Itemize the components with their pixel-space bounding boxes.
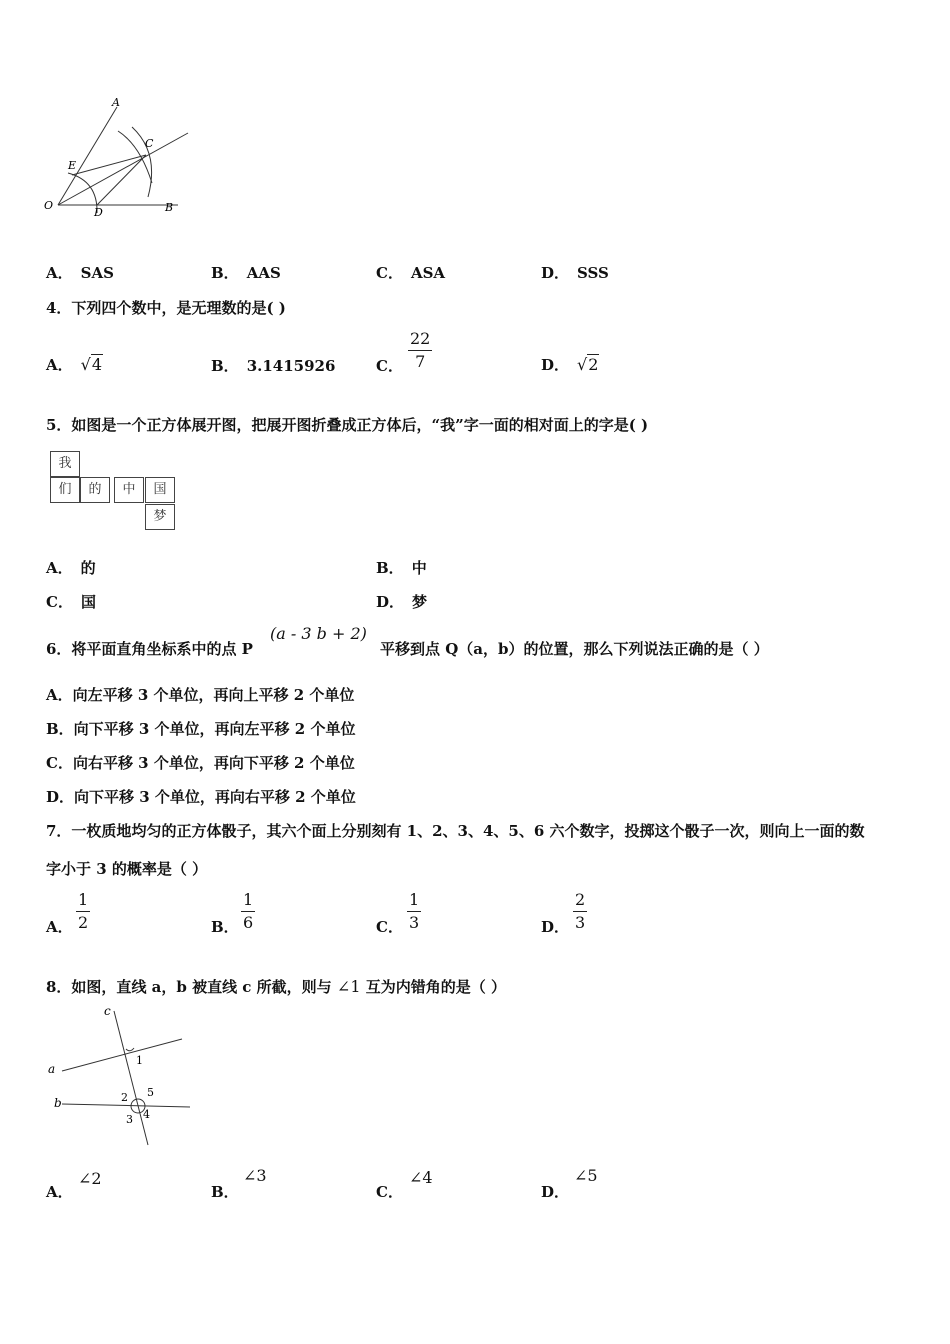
option-text: SSS bbox=[577, 264, 609, 282]
option-text: 国 bbox=[80, 593, 96, 611]
q8-angle-d: ∠5 bbox=[574, 1166, 598, 1185]
option-label: D． bbox=[541, 356, 570, 374]
label-E: E bbox=[68, 159, 77, 172]
option-label: A． bbox=[46, 918, 73, 936]
q4-option-d[interactable] bbox=[541, 354, 599, 375]
option-label: B． bbox=[376, 559, 404, 577]
option-label: D． bbox=[376, 593, 405, 611]
q8-option-b[interactable] bbox=[211, 1181, 247, 1202]
option-label: C． bbox=[46, 593, 73, 611]
segment-DC bbox=[97, 155, 146, 205]
sqrt-expression: √4 bbox=[80, 355, 103, 374]
radicand: 2 bbox=[588, 355, 599, 374]
q5-stem: 5．如图是一个正方体展开图，把展开图折叠成正方体后，“我”字一面的相对面上的字是( ) bbox=[46, 416, 649, 434]
q6-stem bbox=[46, 638, 253, 659]
q4-option-c[interactable] bbox=[376, 355, 411, 376]
q8-option-d[interactable] bbox=[541, 1181, 577, 1202]
q8-stem-after: 互为内错角的是（ ） bbox=[365, 978, 506, 996]
option-label: D． bbox=[541, 264, 570, 282]
label-D: D bbox=[94, 206, 103, 219]
q4-option-b[interactable] bbox=[211, 355, 335, 376]
net-cell-bottom: 梦 bbox=[145, 504, 175, 530]
denominator: 7 bbox=[415, 352, 426, 371]
q7-fraction-a bbox=[76, 891, 90, 932]
denominator: 6 bbox=[243, 913, 254, 932]
q4-option-a[interactable] bbox=[46, 354, 103, 375]
option-label: D． bbox=[541, 1183, 570, 1201]
q5-option-d[interactable] bbox=[376, 591, 427, 612]
label-B: B bbox=[165, 201, 174, 214]
q4-fraction-c bbox=[408, 330, 432, 371]
option-label: C． bbox=[376, 264, 403, 282]
label-angle-5: 5 bbox=[147, 1086, 154, 1099]
q8-angle-a: ∠2 bbox=[78, 1169, 102, 1188]
option-label: C． bbox=[376, 918, 403, 936]
angle-1-ref: ∠1 bbox=[336, 977, 361, 996]
option-label: A． bbox=[46, 559, 73, 577]
option-label: C． bbox=[376, 1183, 403, 1201]
option-text: 的 bbox=[80, 559, 96, 577]
option-text: SAS bbox=[80, 264, 114, 282]
option-label: A． bbox=[46, 264, 73, 282]
net-cell-row: 国 bbox=[145, 477, 175, 503]
net-cell-row: 中 bbox=[114, 477, 144, 503]
label-c: c bbox=[104, 1004, 111, 1018]
denominator: 3 bbox=[575, 913, 586, 932]
net-cell-row: 们 bbox=[50, 477, 80, 503]
numerator: 1 bbox=[76, 891, 90, 912]
q7-option-c[interactable] bbox=[376, 916, 411, 937]
q8-option-a[interactable] bbox=[46, 1181, 81, 1202]
q5-option-b[interactable] bbox=[376, 557, 427, 578]
q3-construction-figure bbox=[40, 95, 200, 220]
q8-transversal-figure bbox=[44, 1003, 194, 1148]
label-angle-4: 4 bbox=[143, 1108, 150, 1121]
q7-stem-line1: 7．一枚质地均匀的正方体骰子，其六个面上分别刻有 1、2、3、4、5、6 六个数字，投掷这个骰子一次，则向上一面的数 bbox=[46, 822, 865, 840]
q7-stem-line2: 字小于 3 的概率是（ ） bbox=[46, 860, 208, 878]
label-O: O bbox=[44, 199, 54, 212]
q3-option-d[interactable] bbox=[541, 262, 609, 283]
q6-stem-after: 平移到点 Q（a，b）的位置，那么下列说法正确的是（ ） bbox=[380, 640, 769, 658]
label-b: b bbox=[54, 1096, 62, 1110]
q8-stem bbox=[46, 976, 506, 997]
numerator: 22 bbox=[408, 330, 432, 351]
line-b bbox=[62, 1104, 190, 1107]
q8-angle-b: ∠3 bbox=[243, 1166, 267, 1185]
option-label: B． bbox=[211, 918, 239, 936]
option-label: A． bbox=[46, 356, 73, 374]
option-label: B． bbox=[211, 264, 239, 282]
option-text: 3.1415926 bbox=[246, 357, 336, 375]
net-cell-row: 的 bbox=[80, 477, 110, 503]
q4-stem: 4．下列四个数中，是无理数的是( ) bbox=[46, 299, 286, 317]
q7-fraction-c bbox=[407, 891, 421, 932]
sqrt-expression: √2 bbox=[577, 355, 599, 374]
angle-1-arc bbox=[126, 1048, 134, 1051]
q3-option-b[interactable] bbox=[211, 262, 281, 283]
numerator: 1 bbox=[407, 891, 421, 912]
option-label: C． bbox=[376, 357, 403, 375]
numerator: 2 bbox=[573, 891, 587, 912]
denominator: 3 bbox=[409, 913, 420, 932]
numerator: 1 bbox=[241, 891, 255, 912]
ray-OA bbox=[58, 107, 117, 205]
q3-option-c[interactable] bbox=[376, 262, 445, 283]
q6-option-a[interactable]: A．向左平移 3 个单位，再向上平移 2 个单位 bbox=[46, 686, 355, 704]
label-angle-3: 3 bbox=[126, 1113, 133, 1126]
q6-stem-before: 6．将平面直角坐标系中的点 P bbox=[46, 640, 253, 658]
q5-option-a[interactable] bbox=[46, 557, 96, 578]
q5-option-c[interactable] bbox=[46, 591, 96, 612]
option-label: D． bbox=[541, 918, 570, 936]
line-through-C bbox=[58, 133, 188, 205]
q8-angle-c: ∠4 bbox=[409, 1168, 433, 1187]
q6-option-d[interactable]: D．向下平移 3 个单位，再向右平移 2 个单位 bbox=[46, 788, 356, 806]
option-label: B． bbox=[211, 1183, 239, 1201]
label-a: a bbox=[48, 1062, 56, 1076]
q6-point-expression: (a - 3 b + 2) bbox=[270, 624, 367, 643]
q8-stem-before: 8．如图，直线 a，b 被直线 c 所截，则与 bbox=[46, 978, 332, 996]
option-label: B． bbox=[211, 357, 239, 375]
label-angle-2: 2 bbox=[121, 1091, 128, 1104]
q7-fraction-d bbox=[573, 891, 587, 932]
q8-option-c[interactable] bbox=[376, 1181, 411, 1202]
option-text: 中 bbox=[411, 559, 427, 577]
label-A: A bbox=[112, 96, 120, 109]
q7-fraction-b bbox=[241, 891, 255, 932]
q6-option-b[interactable]: B．向下平移 3 个单位，再向左平移 2 个单位 bbox=[46, 720, 356, 738]
denominator: 2 bbox=[78, 913, 89, 932]
option-text: AAS bbox=[246, 264, 281, 282]
radicand: 4 bbox=[91, 355, 103, 374]
option-label: A． bbox=[46, 1183, 73, 1201]
option-text: 梦 bbox=[412, 593, 428, 611]
segment-EC bbox=[72, 155, 146, 175]
label-C: C bbox=[145, 137, 154, 150]
q7-option-d[interactable] bbox=[541, 916, 577, 937]
arc-ED bbox=[68, 173, 97, 213]
net-cell-top: 我 bbox=[50, 451, 80, 477]
label-angle-1: 1 bbox=[136, 1054, 143, 1067]
q3-option-a[interactable] bbox=[46, 262, 114, 283]
option-text: ASA bbox=[410, 264, 446, 282]
q6-option-c[interactable]: C．向右平移 3 个单位，再向下平移 2 个单位 bbox=[46, 754, 355, 772]
